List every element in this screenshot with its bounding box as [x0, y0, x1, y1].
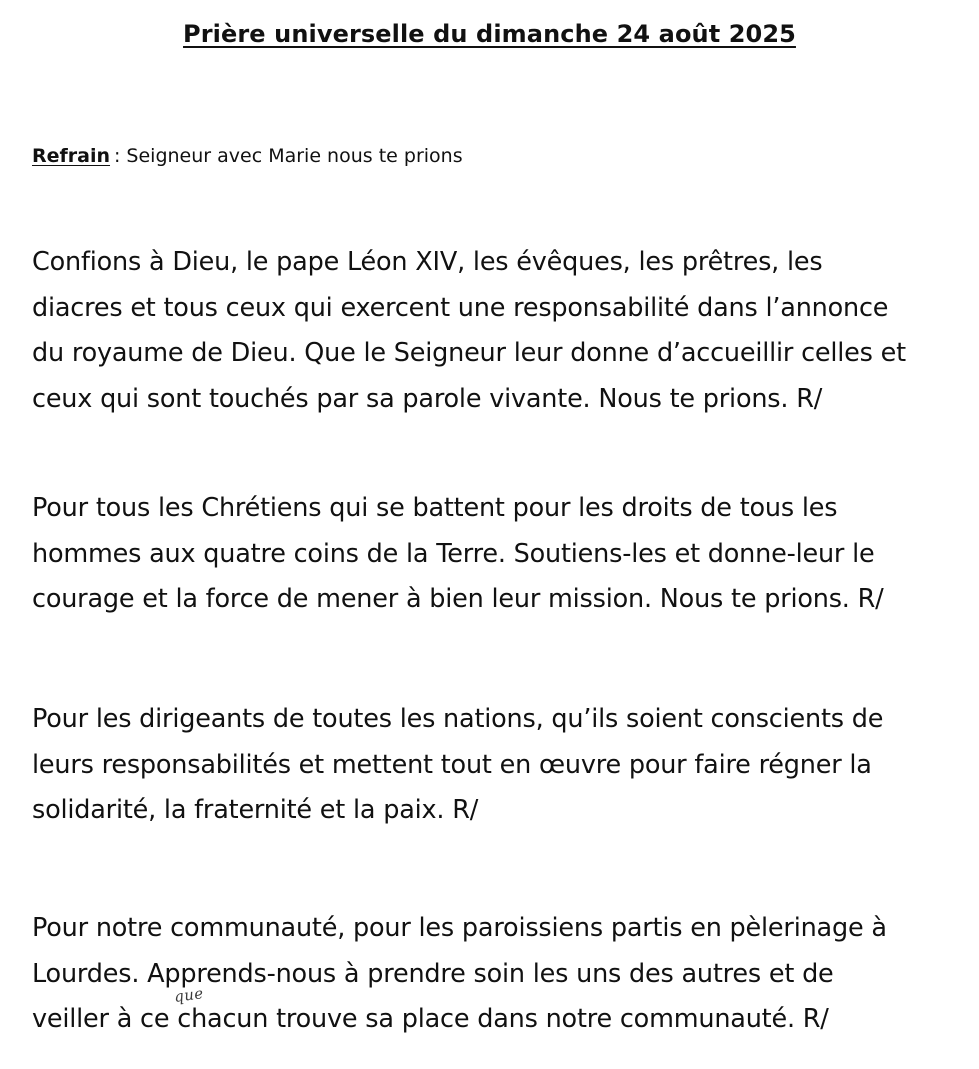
paragraph-line: Pour les dirigeants de toutes les nations, qu’ils soient conscients de	[32, 704, 884, 734]
intention-paragraph-2	[32, 486, 962, 623]
paragraph-line: solidarité, la fraternité et la paix. R/	[32, 795, 479, 825]
paragraph-line: courage et la force de mener à bien leur mission. Nous te prions. R/	[32, 584, 884, 614]
refrain-text: Seigneur avec Marie nous te prions	[126, 145, 463, 167]
page-title-text: Prière universelle du dimanche 24 août 2025	[183, 20, 796, 48]
paragraph-line: du royaume de Dieu. Que le Seigneur leur donne d’accueillir celles et	[32, 338, 906, 368]
paragraph-line: diacres et tous ceux qui exercent une responsabilité dans l’annonce	[32, 292, 889, 323]
page-title	[0, 20, 979, 48]
paragraph-line: Pour tous les Chrétiens qui se battent pour les droits de tous les	[32, 493, 838, 523]
refrain-label: Refrain	[32, 145, 111, 167]
paragraph-line: Pour notre communauté, pour les paroissiens partis en pèlerinage à	[32, 913, 887, 943]
refrain-separator: :	[114, 145, 121, 167]
paragraph-line: ceux qui sont touchés par sa parole vivante. Nous te prions. R/	[32, 383, 823, 414]
paragraph-line: Lourdes. Apprends-nous à prendre soin les uns des autres et de	[32, 958, 834, 989]
intention-paragraph-4	[32, 906, 962, 1043]
paragraph-line: hommes aux quatre coins de la Terre. Soutiens-les et donne-leur le	[32, 538, 875, 569]
paragraph-line: Confions à Dieu, le pape Léon XIV, les évêques, les prêtres, les	[32, 247, 823, 277]
paragraph-line: leurs responsabilités et mettent tout en œuvre pour faire régner la	[32, 749, 872, 780]
intention-paragraph-1	[32, 240, 962, 422]
intention-paragraph-3	[32, 697, 962, 834]
refrain	[32, 145, 463, 167]
paragraph-line: veiller à ce chacun trouve sa place dans notre communauté. R/	[32, 1004, 829, 1034]
handwritten-annotation: que	[172, 984, 205, 1006]
